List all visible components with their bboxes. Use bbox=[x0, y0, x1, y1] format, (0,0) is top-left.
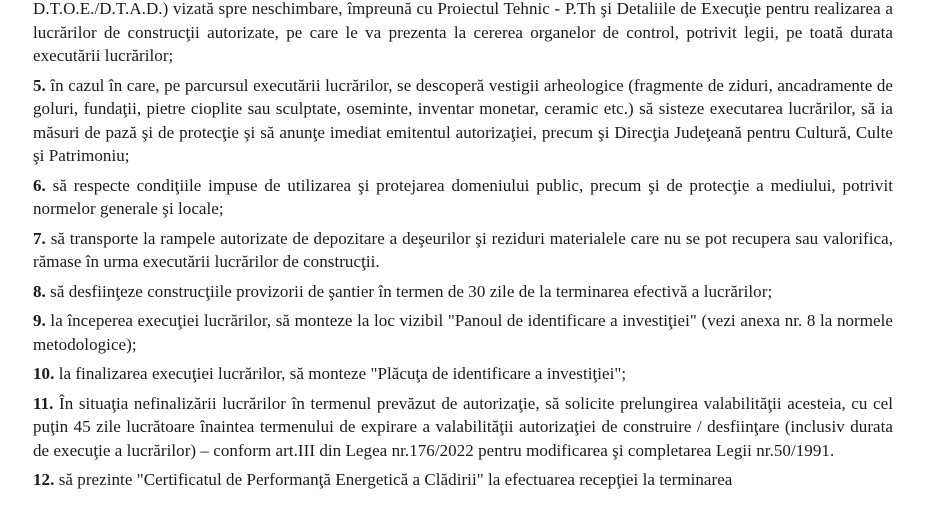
clause-text: la finalizarea execuţiei lucrărilor, să monteze "Plăcuţa de identificare a investiţiei"; bbox=[54, 364, 627, 383]
clause-number: 12. bbox=[33, 470, 55, 489]
clause-7 bbox=[33, 227, 893, 274]
clause-11 bbox=[33, 392, 893, 463]
clause-number: 7. bbox=[33, 228, 46, 248]
clause-text: la începerea execuţiei lucrărilor, să monteze la loc vizibil "Panoul de identificare a investiţiei" (vezi anexa nr. 8 la normele metodologice); bbox=[33, 311, 893, 354]
clause-text: D.T.O.E./D.T.A.D.) vizată spre neschimbare, împreună cu Proiectul Tehnic - P.Th şi Detaliile de Execuţie pentru realizarea a lucrărilor de construcţii autorizate, pe care le va prezenta la cererea organelor de control, potrivit legii, pe toată durata executării lucrărilor; bbox=[33, 0, 893, 65]
clause-text: să respecte condiţiile impuse de utilizarea şi protejarea domeniului public, precum şi de protecţie a mediului, potrivit normelor generale şi locale; bbox=[33, 175, 893, 218]
clause-number: 5. bbox=[33, 75, 46, 95]
clause-number: 6. bbox=[33, 175, 46, 195]
clause-number: 10. bbox=[33, 364, 55, 383]
document-page bbox=[33, 0, 893, 498]
clause-text: să desfiinţeze construcţiile provizorii de şantier în termen de 30 zile de la terminarea efectivă a lucrărilor; bbox=[45, 281, 773, 301]
clause-12 bbox=[33, 468, 893, 492]
clause-10 bbox=[33, 362, 893, 386]
clause-8 bbox=[33, 280, 893, 304]
clause-text: În situaţia nefinalizării lucrărilor în termenul prevăzut de autorizaţie, să solicite prelungirea valabilităţii acesteia, cu cel puţin 45 zile lucrătoare înaintea termenului de expirare a valabilităţii autorizaţiei de construire / desfiinţare (inclusiv durata de execuţie a lucrărilor) – conform art.III din Legea nr.176/2022 pentru modificarea şi completarea Legii nr.50/1991. bbox=[33, 393, 893, 460]
clause-9 bbox=[33, 309, 893, 356]
clause-5 bbox=[33, 74, 893, 168]
clause-number: 11. bbox=[33, 393, 54, 413]
clause-text: să transporte la rampele autorizate de depozitare a deşeurilor şi reziduri materialele care nu se pot recupera sau valorifica, rămase în urma executării lucrărilor de construcţii. bbox=[33, 228, 893, 271]
clause-number: 9. bbox=[33, 311, 46, 330]
clause-number: 8. bbox=[33, 281, 46, 301]
clause-text: în cazul în care, pe parcursul executării lucrărilor, se descoperă vestigii arheologice (fragmente de ziduri, ancadramente de goluri, fundaţii, pietre cioplite sau sculptate, oseminte, inventar monetar, ceramic etc.) să sisteze executarea lucrărilor, să ia măsuri de pază şi de protecţie şi să anunţe imediat emitentul autorizaţiei, precum şi Direcţia Judeţeană pentru Cultură, Culte şi Patrimoniu; bbox=[33, 75, 893, 165]
clause-text: să prezinte "Certificatul de Performanţă Energetică a Clădirii" la efectuarea recepţiei la terminarea bbox=[54, 470, 733, 489]
clause-continuation bbox=[33, 0, 893, 68]
clause-6 bbox=[33, 174, 893, 221]
